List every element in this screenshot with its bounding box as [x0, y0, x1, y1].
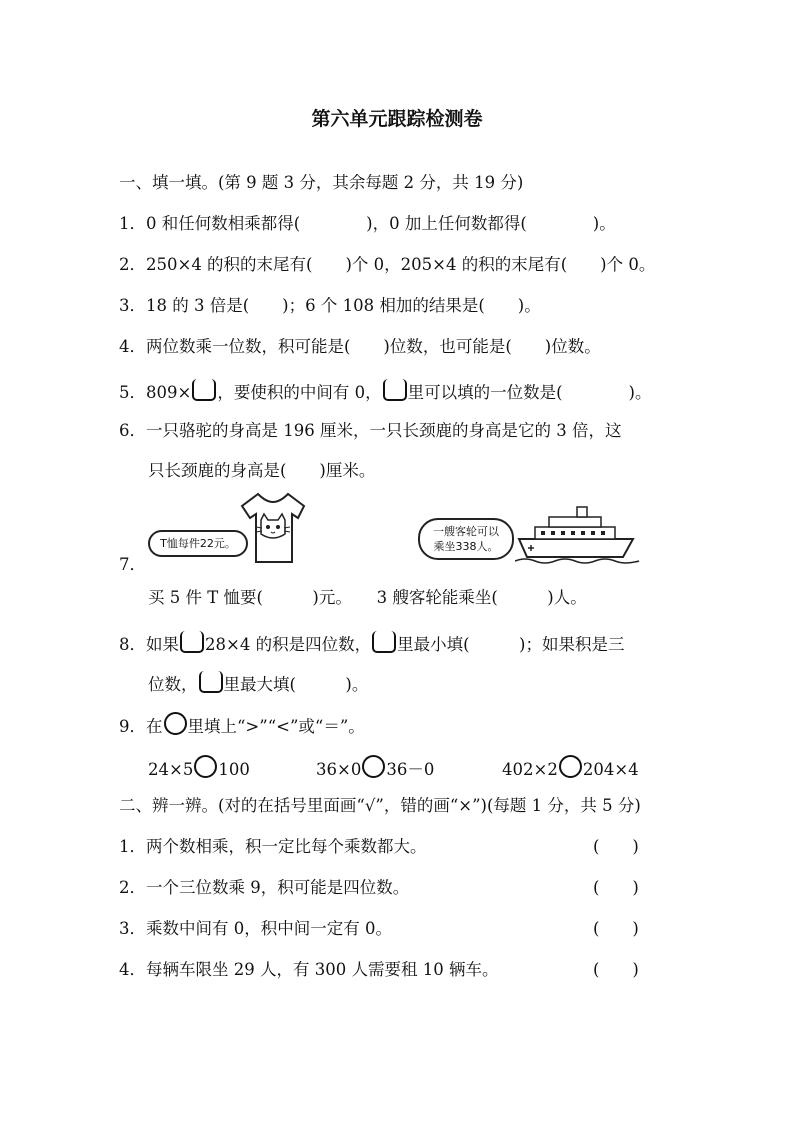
- question-8-line2: [148, 671, 368, 697]
- q5-part-b: ，要使积的中间有 0，: [217, 383, 382, 402]
- bubble-text-1: 一艘客轮可以: [433, 525, 499, 538]
- judge-item-4: 4．每辆车限坐 29 人，有 300 人需要租 10 辆车。: [119, 960, 499, 979]
- ship-image: [515, 505, 641, 565]
- section1-heading: 一、填一填。(第 9 题 3 分，其余每题 2 分，共 19 分): [119, 173, 524, 192]
- question-2: 2．250×4 的积的末尾有( )个 0，205×4 的积的末尾有( )个 0。: [119, 255, 656, 274]
- judge-bracket-4: ( ): [593, 960, 639, 979]
- judge-bracket-1: ( ): [593, 837, 639, 856]
- q8-part-a: 8．如果: [119, 635, 179, 654]
- bubble-text: T恤每件22元。: [160, 537, 236, 550]
- q9-item-2: [316, 755, 434, 782]
- question-7-number: 7．: [119, 555, 146, 574]
- tshirt-cat-image: [240, 490, 306, 566]
- judge-item-1: 1．两个数相乘，积一定比每个乘数都大。: [119, 837, 427, 856]
- question-3: 3．18 的 3 倍是( )；6 个 108 相加的结果是( )。: [119, 296, 541, 315]
- q8b-part-b: 里最大填( )。: [223, 675, 369, 694]
- answer-box: [383, 379, 407, 401]
- answer-circle: [362, 755, 385, 778]
- q8-part-b: 28×4 的积是四位数，: [205, 635, 372, 654]
- section2-heading: 二、辨一辨。(对的在括号里面画“√”，错的画“×”)(每题 1 分，共 5 分): [119, 796, 641, 815]
- q9-right: 100: [218, 760, 250, 779]
- q9-part-b: 里填上“>”“<”或“＝”。: [187, 717, 365, 736]
- question-6-line1: 6．一只骆驼的身高是 196 厘米，一只长颈鹿的身高是它的 3 倍，这: [119, 421, 622, 440]
- q9-left: 402×2: [502, 760, 558, 779]
- question-4: 4．两位数乘一位数，积可能是( )位数，也可能是( )位数。: [119, 337, 601, 356]
- page-title: 第六单元跟踪检测卷: [311, 108, 483, 130]
- judge-bracket-3: ( ): [593, 919, 639, 938]
- ship-capacity-bubble: [418, 518, 514, 560]
- question-8-line1: [119, 631, 624, 657]
- bubble-text-2: 乘坐338人。: [433, 540, 499, 553]
- answer-circle: [194, 755, 217, 778]
- q8b-part-a: 位数，: [148, 675, 198, 694]
- answer-circle: [559, 755, 582, 778]
- answer-box: [192, 379, 216, 401]
- question-5: [119, 379, 651, 405]
- question-6-line2: 只长颈鹿的身高是( )厘米。: [148, 461, 376, 480]
- answer-box: [180, 631, 204, 653]
- answer-box: [372, 631, 396, 653]
- q9-item-3: [502, 755, 639, 782]
- judge-item-2: 2．一个三位数乘 9，积可能是四位数。: [119, 878, 410, 897]
- judge-item-3: 3．乘数中间有 0，积中间一定有 0。: [119, 919, 392, 938]
- judge-bracket-2: ( ): [593, 878, 639, 897]
- q9-right: 36－0: [386, 760, 435, 779]
- q9-left: 36×0: [316, 760, 362, 779]
- question-1: 1．0 和任何数相乘都得( )，0 加上任何数都得( )。: [119, 214, 616, 233]
- q9-item-1: [148, 755, 250, 782]
- question-9: [119, 712, 365, 739]
- q9-right: 204×4: [582, 760, 639, 779]
- q9-part-a: 9．在: [119, 717, 163, 736]
- answer-box: [199, 671, 223, 693]
- question-7-answer: 买 5 件 T 恤要( )元。 3 艘客轮能乘坐( )人。: [148, 588, 587, 607]
- tshirt-price-bubble: [148, 530, 248, 557]
- q9-left: 24×5: [148, 760, 194, 779]
- q5-part-c: 里可以填的一位数是( )。: [407, 383, 652, 402]
- q8-part-c: 里最小填( )；如果积是三: [397, 635, 625, 654]
- answer-circle: [164, 712, 187, 735]
- q5-part-a: 5．809×: [119, 383, 192, 402]
